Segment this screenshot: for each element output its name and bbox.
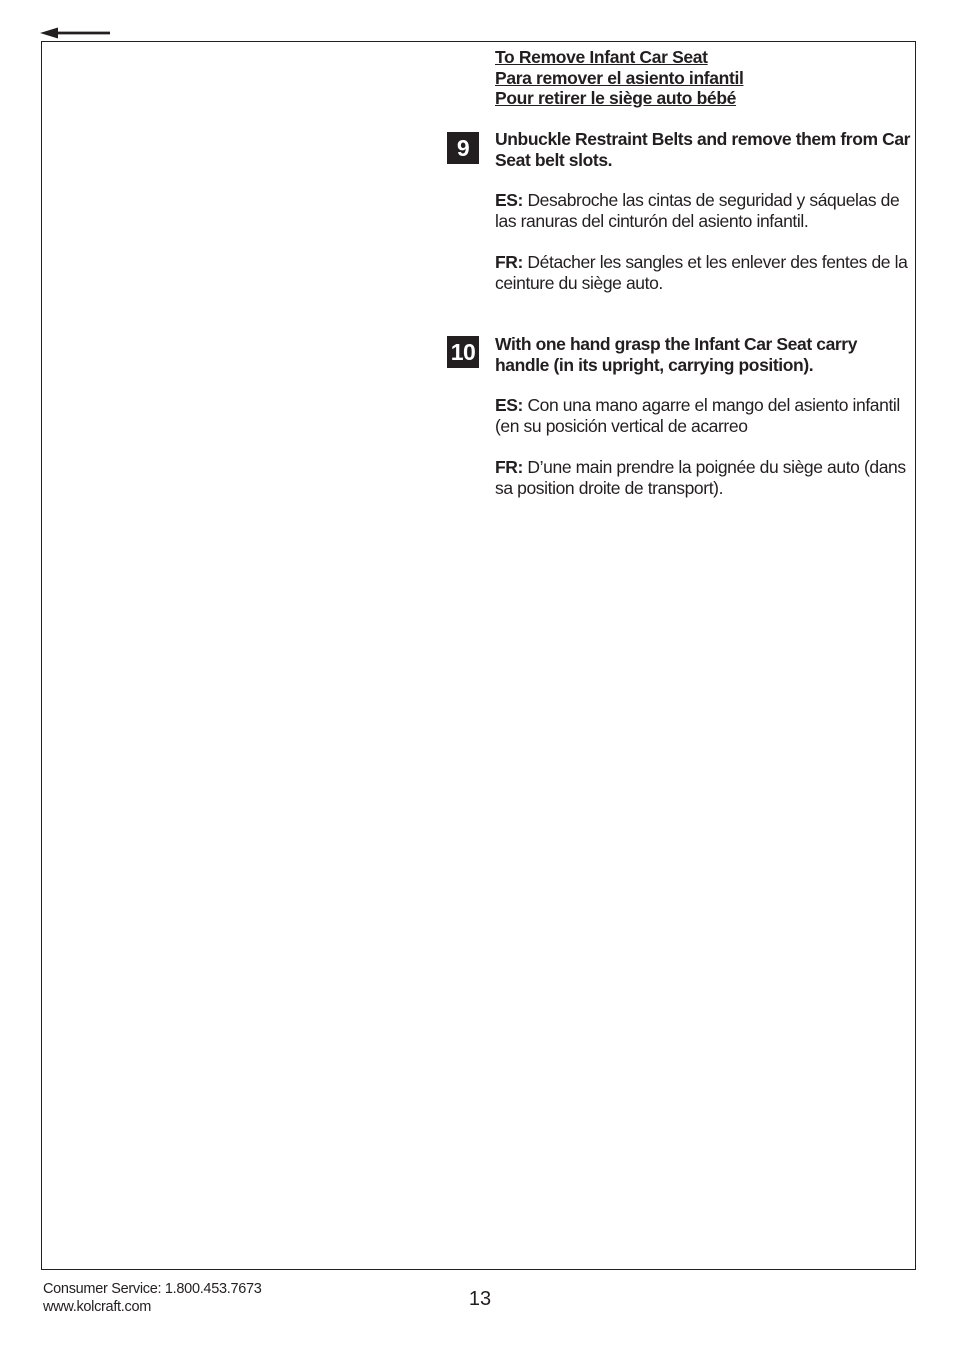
- title-es: Para remover el asiento infantil: [495, 67, 744, 88]
- consumer-service-phone: Consumer Service: 1.800.453.7673: [43, 1281, 262, 1297]
- title-en: To Remove Infant Car Seat: [495, 47, 708, 67]
- language-label-es: ES:: [495, 395, 523, 415]
- website-link[interactable]: www.kolcraft.com: [43, 1299, 151, 1315]
- step-10-instruction-en: With one hand grasp the Infant Car Seat carry handle (in its upright, carrying position).: [495, 334, 858, 375]
- step-9-instruction-es: [495, 190, 913, 231]
- language-label-es: ES:: [495, 190, 523, 210]
- step-10-text-es: Con una mano agarre el mango del asiento infantil (en su posición vertical de acarreo: [495, 395, 900, 436]
- language-label-fr: FR:: [495, 252, 523, 272]
- section-title: [495, 47, 911, 109]
- step-number-badge: 9: [447, 132, 479, 164]
- page-number: 13: [468, 1288, 492, 1310]
- footer-contact: [43, 1280, 262, 1316]
- step-10-instruction-es: [495, 395, 913, 436]
- language-label-fr: FR:: [495, 457, 523, 477]
- step-number-badge: 10: [447, 336, 479, 368]
- step-10-text-fr: D’une main prendre la poignée du siège auto (dans sa position droite de transport).: [495, 457, 906, 498]
- step-9-instruction-fr: [495, 252, 913, 293]
- step-9-text-es: Desabroche las cintas de seguridad y sáquelas de las ranuras del cinturón del asiento infantil.: [495, 190, 900, 231]
- step-9-instruction-en: Unbuckle Restraint Belts and remove them from Car Seat belt slots.: [495, 129, 911, 170]
- step-9-text-fr: Détacher les sangles et les enlever des fentes de la ceinture du siège auto.: [495, 252, 908, 293]
- title-fr: Pour retirer le siège auto bébé: [495, 88, 737, 108]
- left-arrow-icon: [40, 25, 112, 41]
- step-10-instruction-fr: [495, 457, 913, 498]
